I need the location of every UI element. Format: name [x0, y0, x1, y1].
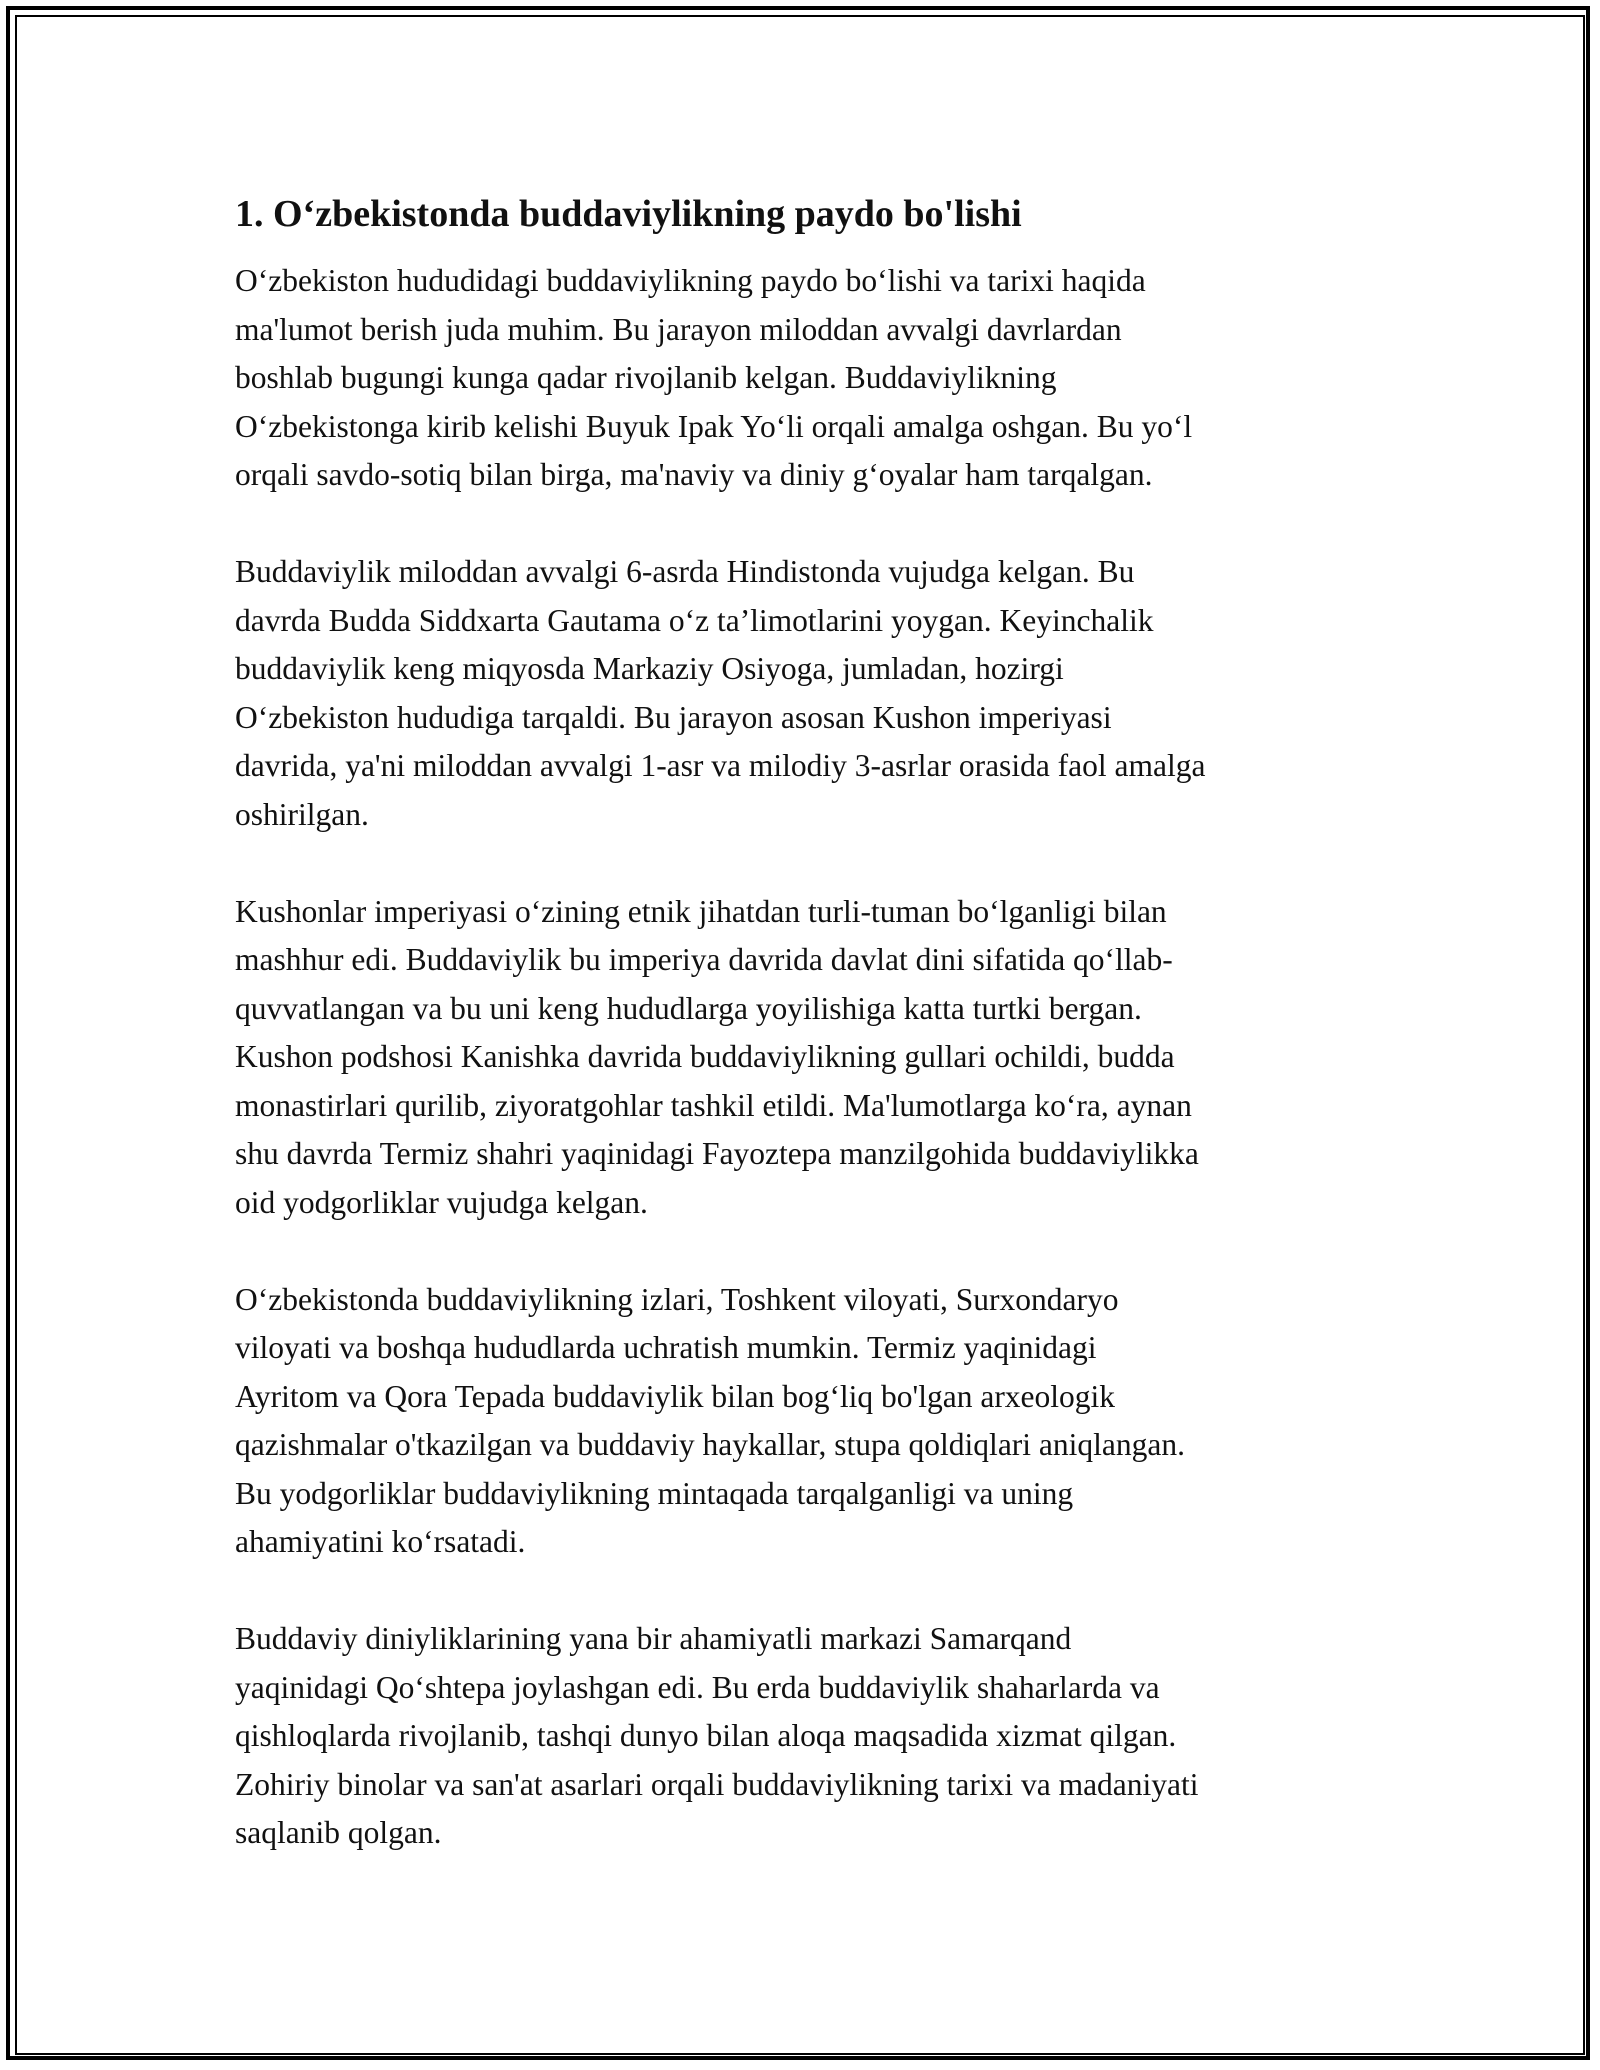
text-line: ma'lumot berish juda muhim. Bu jarayon miloddan avvalgi davrlardan — [235, 311, 1122, 347]
text-line: Kushonlar imperiyasi o‘zining etnik jihatdan turli-tuman bo‘lganligi bilan — [235, 893, 1167, 929]
paragraph-1 — [235, 257, 1375, 500]
text-line: Kushon podshosi Kanishka davrida buddaviylikning gullari ochildi, budda — [235, 1039, 1175, 1074]
text-line: O‘zbekiston hududidagi buddaviylikning paydo bo‘lishi va tarixi haqida — [235, 263, 1146, 298]
text-line: Buddaviy diniyliklarining yana bir ahamiyatli markazi Samarqand — [235, 1621, 1072, 1656]
text-line: qazishmalar o'tkazilgan va buddaviy haykallar, stupa qoldiqlari aniqlangan. — [235, 1427, 1185, 1462]
text-line: shu davrda Termiz shahri yaqinidagi Fayoztepa manzilgohida buddaviylikka — [235, 1136, 1199, 1171]
paragraph-5 — [235, 1615, 1375, 1858]
text-line: monastirlari qurilib, ziyoratgohlar tashkil etildi. Ma'lumotlarga ko‘ra, aynan — [235, 1087, 1192, 1123]
text-line: O‘zbekistonda buddaviylikning izlari, Toshkent viloyati, Surxondaryo — [235, 1281, 1119, 1317]
text-line: yaqinidagi Qo‘shtepa joylashgan edi. Bu erda buddaviylik shaharlarda va — [235, 1669, 1160, 1705]
text-line: davrda Budda Siddxarta Gautama o‘z ta’limotlarini yoygan. Keyinchalik — [235, 602, 1154, 638]
text-line: buddaviylik keng miqyosda Markaziy Osiyoga, jumladan, hozirgi — [235, 651, 1064, 686]
paragraph-4 — [235, 1276, 1375, 1567]
text-line: boshlab bugungi kunga qadar rivojlanib kelgan. Buddaviylikning — [235, 360, 1057, 395]
text-line: O‘zbekiston hududiga tarqaldi. Bu jarayon asosan Kushon imperiyasi — [235, 699, 1112, 735]
text-line: mashhur edi. Buddaviylik bu imperiya davrida davlat dini sifatida qo‘llab- — [235, 942, 1173, 977]
text-line: davrida, ya'ni miloddan avvalgi 1-asr va milodiy 3-asrlar orasida faol amalga — [235, 748, 1206, 783]
text-line: Bu yodgorliklar buddaviylikning mintaqada tarqalganligi va uning — [235, 1475, 1074, 1511]
text-line: Buddaviylik miloddan avvalgi 6-asrda Hindistonda vujudga kelgan. Bu — [235, 554, 1135, 589]
text-line: oid yodgorliklar vujudga kelgan. — [235, 1184, 648, 1220]
document-body — [235, 185, 1375, 1906]
text-line: O‘zbekistonga kirib kelishi Buyuk Ipak Yo‘li orqali amalga oshgan. Bu yo‘l — [235, 408, 1193, 444]
paragraph-3 — [235, 888, 1375, 1228]
text-line: qishloqlarda rivojlanib, tashqi dunyo bilan aloqa maqsadida xizmat qilgan. — [235, 1718, 1177, 1753]
section-heading: 1. O‘zbekistonda buddaviylikning paydo bo'lishi — [235, 193, 1022, 235]
text-line: quvvatlangan va bu uni keng hududlarga yoyilishiga katta turtki bergan. — [235, 990, 1142, 1026]
text-line: Ayritom va Qora Tepada buddaviylik bilan bog‘liq bo'lgan arxeologik — [235, 1378, 1116, 1414]
paragraph-2 — [235, 548, 1375, 839]
text-line: ahamiyatini ko‘rsatadi. — [235, 1524, 526, 1559]
text-line: orqali savdo-sotiq bilan birga, ma'naviy va diniy g‘oyalar ham tarqalgan. — [235, 457, 1153, 492]
text-line: oshirilgan. — [235, 796, 369, 832]
text-line: viloyati va boshqa hududlarda uchratish mumkin. Termiz yaqinidagi — [235, 1330, 1097, 1365]
text-line: Zohiriy binolar va san'at asarlari orqali buddaviylikning tarixi va madaniyati — [235, 1766, 1199, 1802]
text-line: saqlanib qolgan. — [235, 1815, 442, 1850]
